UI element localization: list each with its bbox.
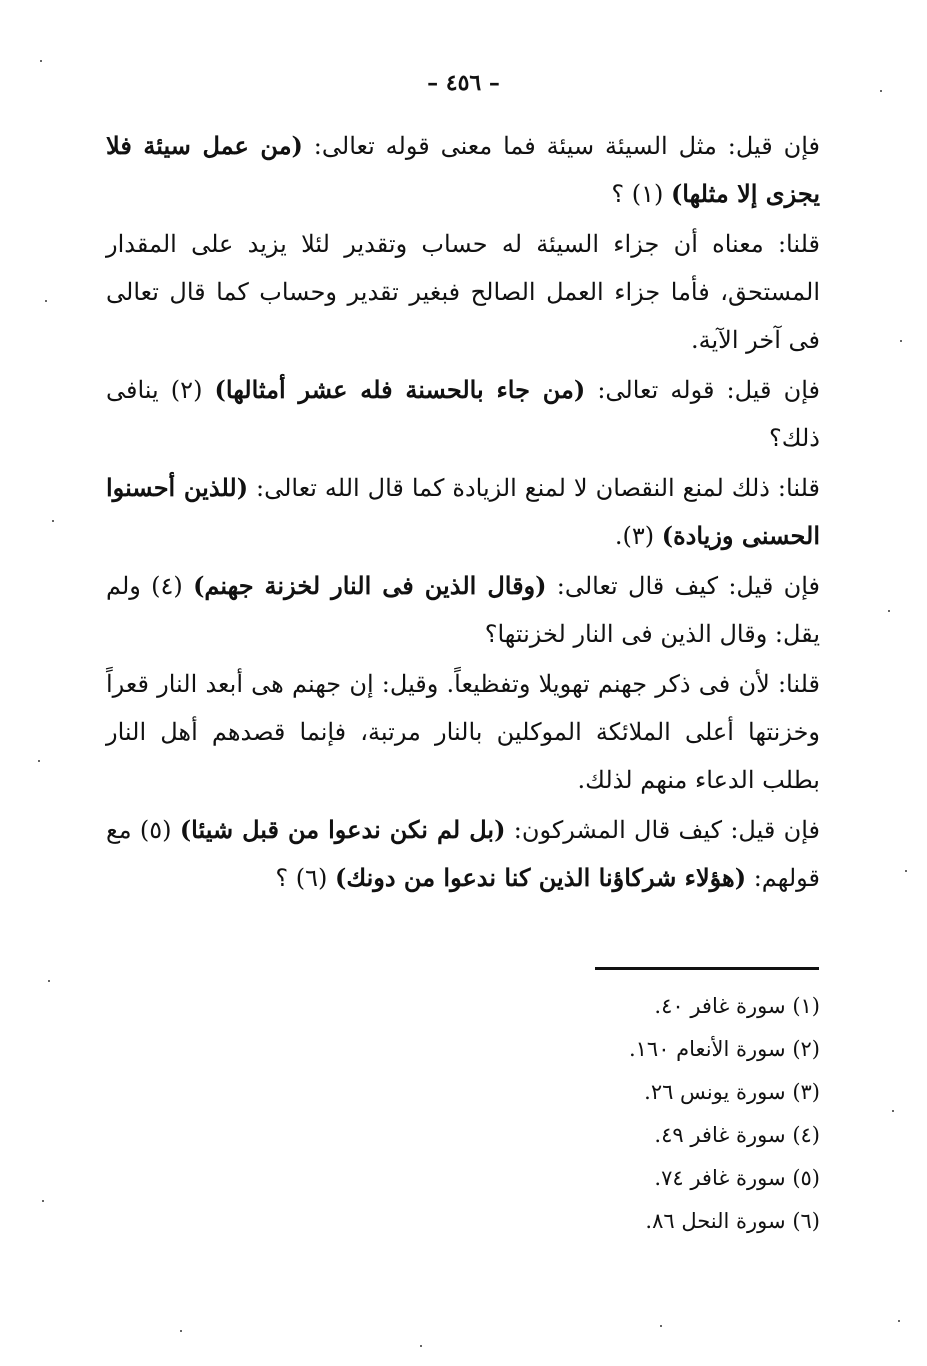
footnote-text: سورة غافر ٤٩. xyxy=(654,1123,786,1147)
paragraph xyxy=(106,220,820,364)
scan-speck xyxy=(898,1320,900,1322)
footnote-divider xyxy=(595,967,819,970)
scan-speck xyxy=(45,300,47,302)
paragraph-text: (٣). xyxy=(614,522,662,550)
paragraph-text: (١) ؟ xyxy=(611,180,671,208)
scan-speck xyxy=(42,1200,44,1202)
paragraph-text: (٤) ولم يقل: وقال الذين فى النار لخزنتها؟ xyxy=(106,572,820,648)
quran-quote: (من عمل سيئة فلا يجزى إلا مثلها) xyxy=(106,131,820,208)
footnote-text: سورة يونس ٢٦. xyxy=(644,1080,786,1104)
scan-speck xyxy=(900,340,902,342)
scan-speck xyxy=(52,520,54,522)
paragraph xyxy=(106,366,820,462)
footnote-number: (٥) xyxy=(792,1166,820,1190)
quran-quote: (بل لم نكن ندعوا من قبل شيئا) xyxy=(179,815,506,844)
paragraph-text: قلنا: معناه أن جزاء السيئة له حساب وتقدير لئلا يزيد على المقدار المستحق، فأما جزاء العمل الصالح فبغير تقدير وحساب كما قال تعالى فى آخر الآية. xyxy=(106,230,820,354)
paragraph-text: (٥) مع قولهم: xyxy=(106,816,820,892)
footnote-text: سورة النحل ٨٦. xyxy=(645,1209,786,1233)
paragraph-text: فإن قيل: مثل السيئة سيئة فما معنى قوله تعالى: xyxy=(302,132,821,160)
paragraph xyxy=(106,464,820,560)
footnote-item xyxy=(629,1157,820,1200)
paragraph-text: فإن قيل: كيف قال المشركون: xyxy=(505,816,821,844)
scan-speck xyxy=(40,60,42,62)
footnote-item xyxy=(629,1200,820,1243)
quran-quote: (هؤلاء شركاؤنا الذين كنا ندعوا من دونك) xyxy=(335,863,747,892)
quran-quote: (للذين أحسنوا الحسنى وزيادة) xyxy=(106,473,820,550)
scan-speck xyxy=(38,760,40,762)
scan-speck xyxy=(660,1325,662,1327)
scan-speck xyxy=(892,1110,894,1112)
scan-speck xyxy=(880,90,882,92)
paragraph-text: فإن قيل: قوله تعالى: xyxy=(585,376,821,404)
paragraph xyxy=(106,660,820,804)
paragraph xyxy=(106,122,820,218)
footnote-text: سورة غافر ٤٠. xyxy=(654,994,786,1018)
scan-speck xyxy=(48,980,50,982)
footnote-text: سورة غافر ٧٤. xyxy=(654,1166,786,1190)
paragraph-text: (٦) ؟ xyxy=(275,864,336,892)
footnote-number: (٢) xyxy=(792,1037,820,1061)
footnote-number: (٤) xyxy=(792,1123,820,1147)
footnote-text: سورة الأنعام ١٦٠. xyxy=(628,1037,786,1061)
paragraph-text: فإن قيل: كيف قال تعالى: xyxy=(546,572,820,600)
scan-speck xyxy=(888,610,890,612)
footnote-number: (٦) xyxy=(792,1209,820,1233)
paragraph-text: قلنا: ذلك لمنع النقصان لا لمنع الزيادة كما قال الله تعالى: xyxy=(248,474,820,502)
footnote-number: (٣) xyxy=(792,1080,820,1104)
quran-quote: (وقال الذين فى النار لخزنة جهنم) xyxy=(193,571,547,600)
paragraph xyxy=(106,806,820,902)
scan-speck xyxy=(420,1345,422,1347)
paragraph xyxy=(106,562,820,658)
footnotes-list xyxy=(629,985,820,1243)
footnote-number: (١) xyxy=(792,994,820,1018)
main-text xyxy=(106,122,820,904)
footnote-item xyxy=(629,1071,820,1114)
paragraph-text: قلنا: لأن فى ذكر جهنم تهويلا وتفظيعاً. وقيل: إن جهنم هى أبعد النار قعراً وخزنتها أعلى الملائكة الموكلين بالنار مرتبة، فإنما قصدهم أهل النار بطلب الدعاء منهم لذلك. xyxy=(106,670,821,794)
page-number: – ٤٥٦ – xyxy=(427,70,500,96)
footnote-item xyxy=(629,985,820,1028)
scan-speck xyxy=(180,1330,182,1332)
scan-speck xyxy=(905,870,907,872)
quran-quote: (من جاء بالحسنة فله عشر أمثالها) xyxy=(214,375,586,404)
footnote-item xyxy=(629,1028,820,1071)
paragraph-text: (٢) ينافى ذلك؟ xyxy=(106,376,820,452)
footnote-item xyxy=(629,1114,820,1157)
